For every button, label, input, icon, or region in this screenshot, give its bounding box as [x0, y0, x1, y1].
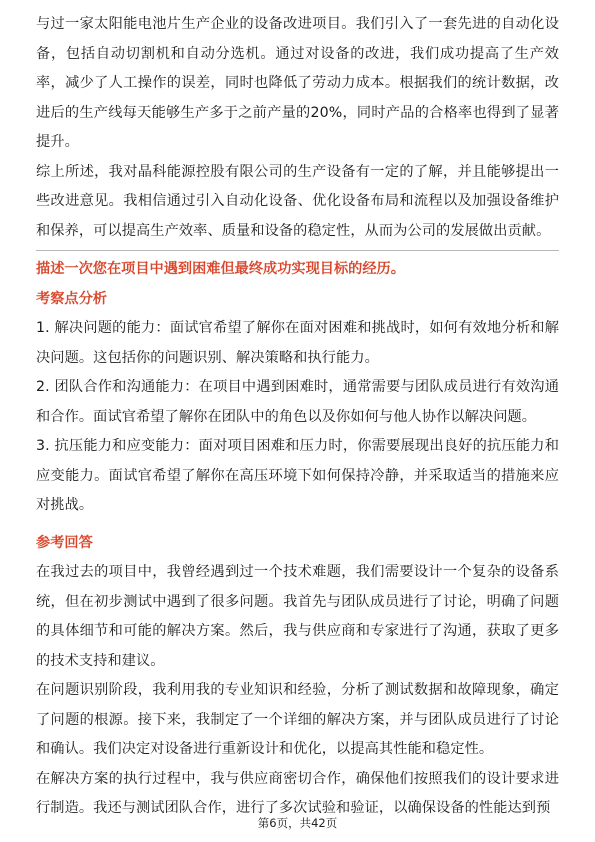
analysis-item: 3. 抗压能力和应变能力：面对项目困难和压力时，你需要展现出良好的抗压能力和应变能力。面试官希望了解你在高压环境下如何保持冷静，并采取适当的措施来应对挑战。	[36, 438, 559, 513]
analysis-item: 2. 团队合作和沟通能力：在项目中遇到困难时，通常需要与团队成员进行有效沟通和合作。面试官希望了解你在团队中的角色以及你如何与他人协作以解决问题。	[36, 379, 559, 425]
answer-paragraph: 在问题识别阶段，我利用我的专业知识和经验，分析了测试数据和故障现象，确定了问题的根源。接下来，我制定了一个详细的解决方案，并与团队成员进行了讨论和确认。我们决定对设备进行重新设计和优化，以提高其性能和稳定性。	[36, 682, 559, 757]
answer-paragraph: 在我过去的项目中，我曾经遇到过一个技术难题，我们需要设计一个复杂的设备系统，但在初步测试中遇到了很多问题。我首先与团队成员进行了讨论，明确了问题的具体细节和可能的解决方案。然后，我与供应商和专家进行了沟通，获取了更多的技术支持和建议。	[36, 564, 559, 669]
question-title: 描述一次您在项目中遇到困难但最终成功实现目标的经历。	[36, 261, 405, 277]
answer-paragraph: 在解决方案的执行过程中，我与供应商密切合作，确保他们按照我们的设计要求进行制造。我还与测试团队合作，进行了多次试验和验证，以确保设备的性能达到预	[36, 770, 559, 816]
answer-title: 参考回答	[36, 534, 93, 551]
document-page	[36, 10, 559, 824]
section-divider	[36, 250, 559, 251]
analysis-title: 考察点分析	[36, 290, 107, 307]
page-number: 第6页，共42页	[257, 816, 338, 830]
analysis-item: 1. 解决问题的能力：面试官希望了解你在面对困难和挑战时，如何有效地分析和解决问题。这包括你的问题识别、解决策略和执行能力。	[36, 320, 559, 366]
intro-paragraph: 与过一家太阳能电池片生产企业的设备改进项目。我们引入了一套先进的自动化设备，包括自动切割机和自动分选机。通过对设备的改进，我们成功提高了生产效率，减少了人工操作的误差，同时也降低了劳动力成本。根据我们的统计数据，改进后的生产线每天能够生产多于之前产量的20%，同时产品的合格率也得到了显著提升。	[36, 16, 559, 150]
intro-paragraph: 综上所述，我对晶科能源控股有限公司的生产设备有一定的了解，并且能够提出一些改进意见。我相信通过引入自动化设备、优化设备布局和流程以及加强设备维护和保养，可以提高生产效率、质量和设备的稳定性，从而为公司的发展做出贡献。	[36, 163, 559, 239]
